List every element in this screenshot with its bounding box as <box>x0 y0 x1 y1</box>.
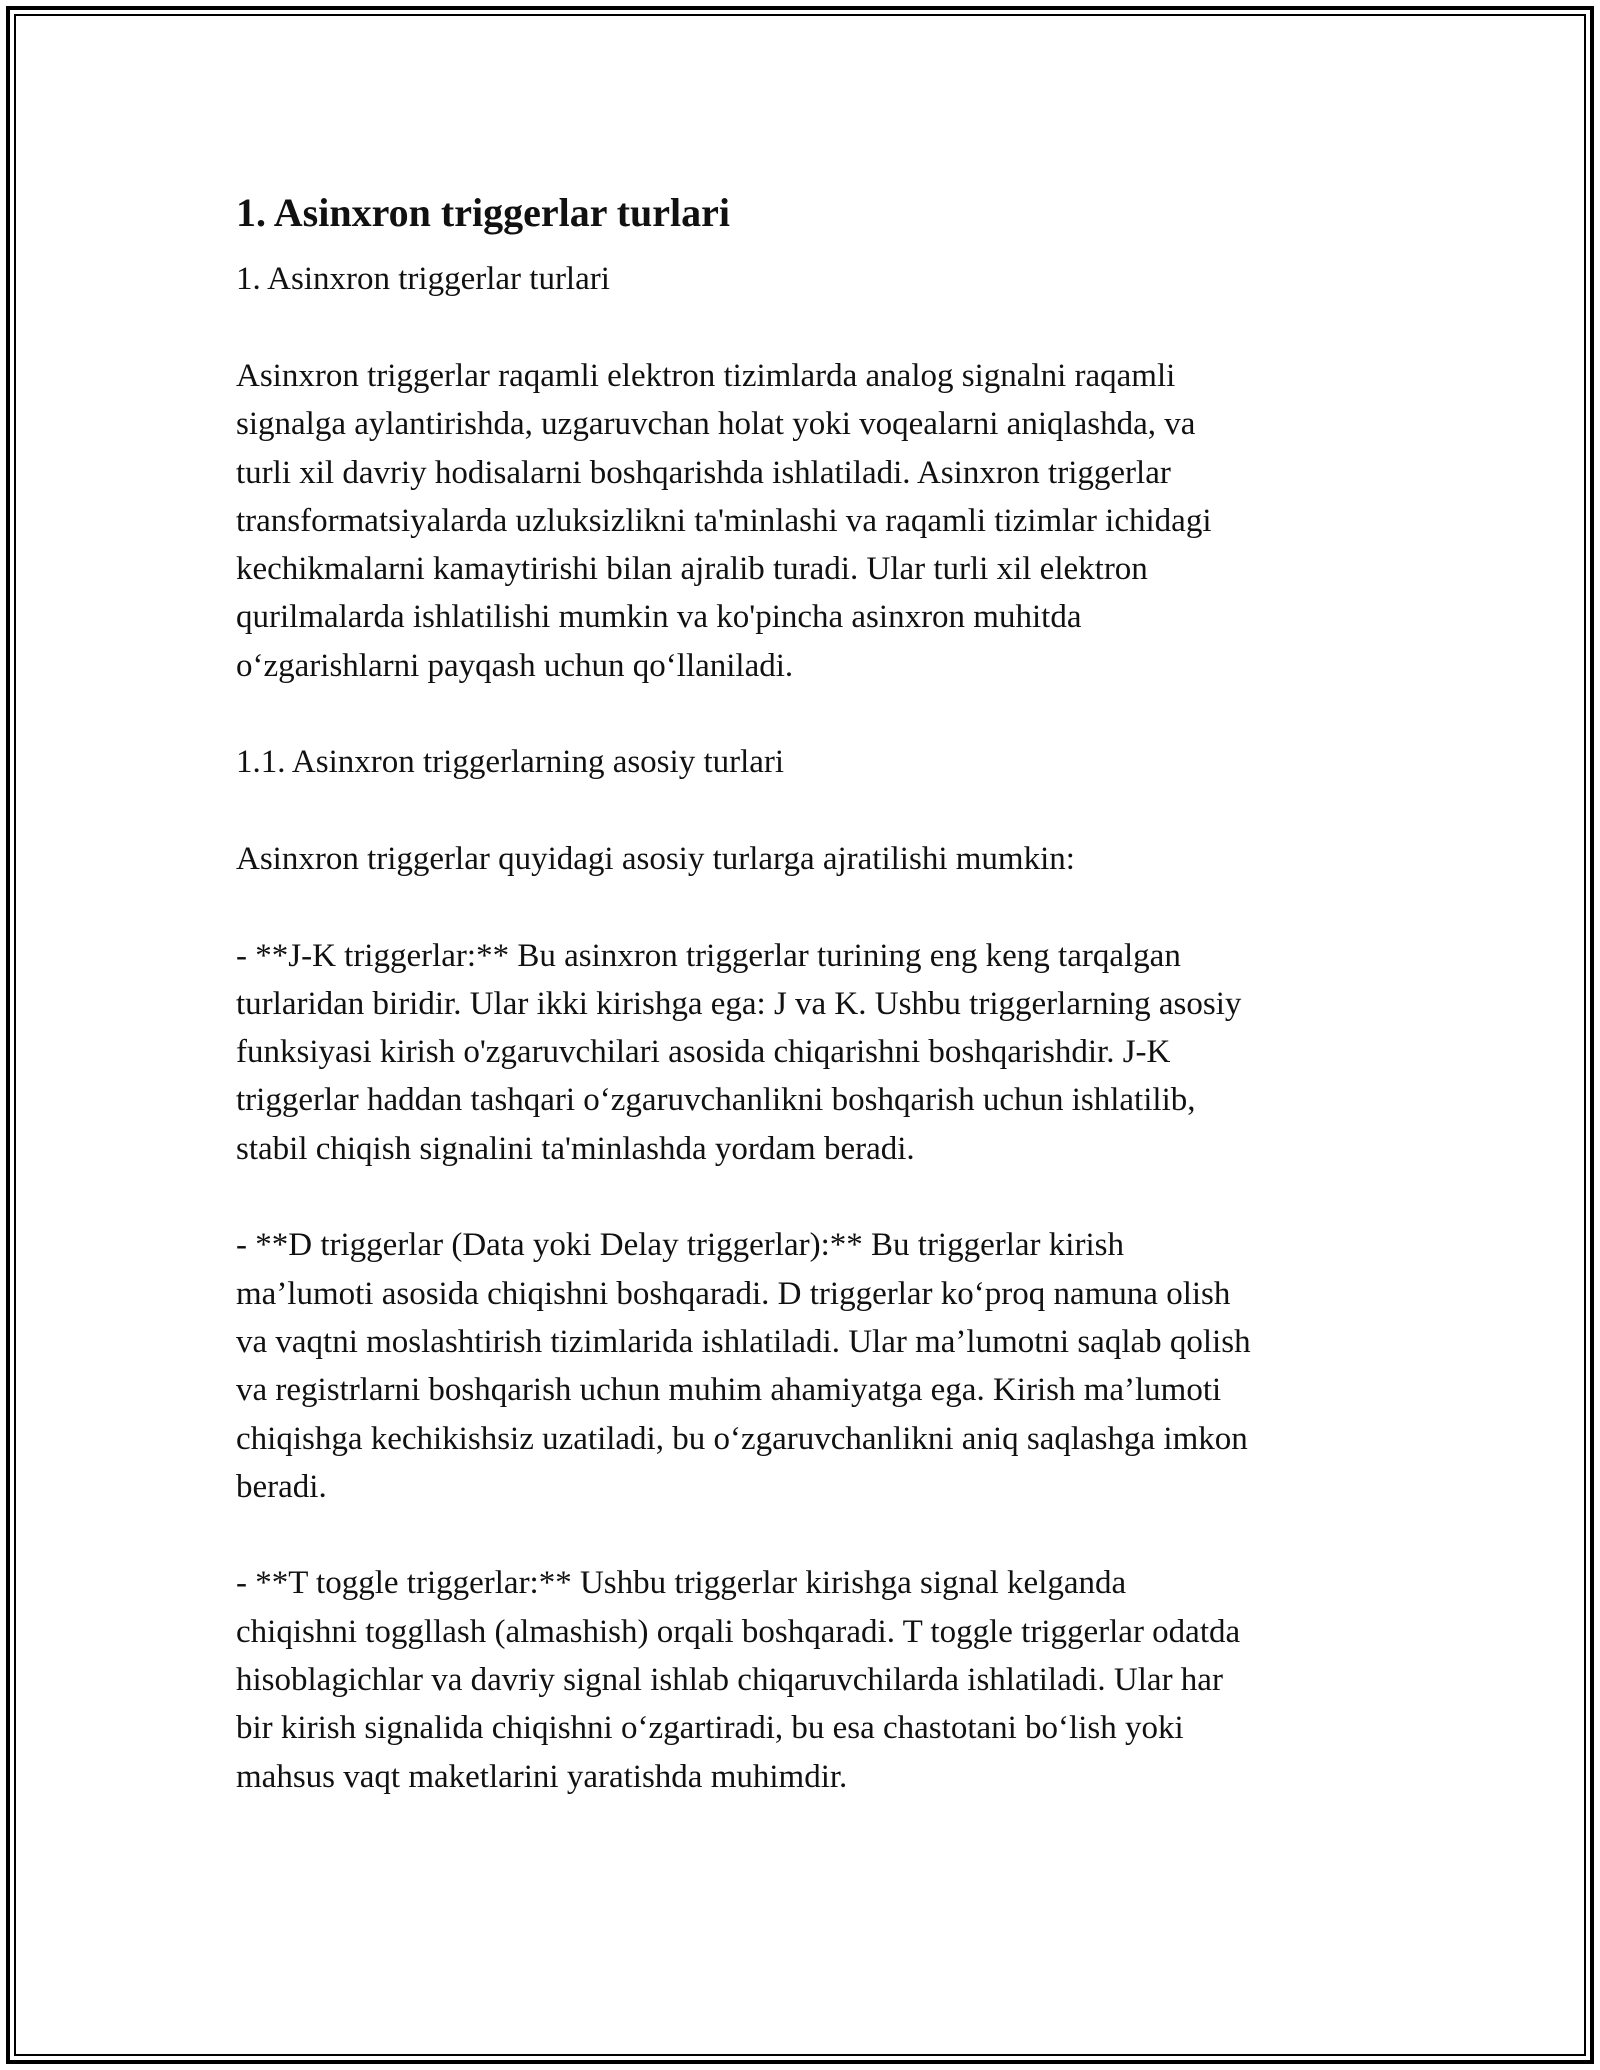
text-line: va vaqtni moslashtirish tizimlarida ishlatiladi. Ular ma’lumotni saqlab qolish <box>236 1323 1251 1360</box>
text-line: chiqishga kechikishsiz uzatiladi, bu o‘zgaruvchanlikni aniq saqlashga imkon <box>236 1420 1248 1457</box>
text-line: bir kirish signalida chiqishni o‘zgartiradi, bu esa chastotani bo‘lish yoki <box>236 1710 1184 1747</box>
text-line: o‘zgarishlarni payqash uchun qo‘llaniladi. <box>236 647 794 684</box>
text-line: ma’lumoti asosida chiqishni boshqaradi. D triggerlar ko‘proq namuna olish <box>236 1275 1231 1312</box>
document-body <box>236 185 1366 1849</box>
paragraph-intro <box>236 352 1366 690</box>
text-line: Asinxron triggerlar raqamli elektron tizimlarda analog signalni raqamli <box>236 358 1176 394</box>
text-line: hisoblagichlar va davriy signal ishlab chiqaruvchilarda ishlatiladi. Ular har <box>236 1662 1223 1699</box>
section-heading-1-1 <box>236 738 1366 786</box>
text-line: mahsus vaqt maketlarini yaratishda muhimdir. <box>236 1758 848 1795</box>
text-line: kechikmalarni kamaytirishi bilan ajralib turadi. Ular turli xil elektron <box>236 551 1148 588</box>
text-line: chiqishni toggllash (almashish) orqali boshqaradi. T toggle triggerlar odatda <box>236 1613 1241 1650</box>
text-line: turlaridan biridir. Ular ikki kirishga ega: J va K. Ushbu triggerlarning asosiy <box>236 985 1242 1022</box>
list-item-t-trigger <box>236 1559 1366 1800</box>
text-line: Asinxron triggerlar quyidagi asosiy turlarga ajratilishi mumkin: <box>236 840 1075 877</box>
text-line: funksiyasi kirish o'zgaruvchilari asosida chiqarishni boshqarishdir. J-K <box>236 1034 1171 1071</box>
text-line: turli xil davriy hodisalarni boshqarishda ishlatiladi. Asinxron triggerlar <box>236 454 1171 491</box>
text-line: va registrlarni boshqarish uchun muhim ahamiyatga ega. Kirish ma’lumoti <box>236 1372 1222 1409</box>
document-heading: 1. Asinxron triggerlar turlari <box>236 190 731 235</box>
paragraph-types-intro <box>236 835 1366 883</box>
document-subtitle: 1. Asinxron triggerlar turlari <box>236 261 610 297</box>
text-line: beradi. <box>236 1468 327 1505</box>
list-item-d-trigger <box>236 1221 1366 1511</box>
text-line: 1.1. Asinxron triggerlarning asosiy turlari <box>236 744 785 781</box>
list-item-jk-trigger <box>236 932 1366 1173</box>
text-line: - **T toggle triggerlar:** Ushbu triggerlar kirishga signal kelganda <box>236 1565 1127 1602</box>
text-line: triggerlar haddan tashqari o‘zgaruvchanlikni boshqarish uchun ishlatilib, <box>236 1082 1196 1119</box>
text-line: stabil chiqish signalini ta'minlashda yordam beradi. <box>236 1130 915 1167</box>
text-line: qurilmalarda ishlatilishi mumkin va ko'pincha asinxron muhitda <box>236 599 1082 636</box>
text-line: signalga aylantirishda, uzgaruvchan holat yoki voqealarni aniqlashda, va <box>236 406 1196 443</box>
text-line: - **J-K triggerlar:** Bu asinxron triggerlar turining eng keng tarqalgan <box>236 937 1181 974</box>
text-line: transformatsiyalarda uzluksizlikni ta'minlashi va raqamli tizimlar ichidagi <box>236 502 1212 539</box>
text-line: - **D triggerlar (Data yoki Delay triggerlar):** Bu triggerlar kirish <box>236 1227 1124 1264</box>
